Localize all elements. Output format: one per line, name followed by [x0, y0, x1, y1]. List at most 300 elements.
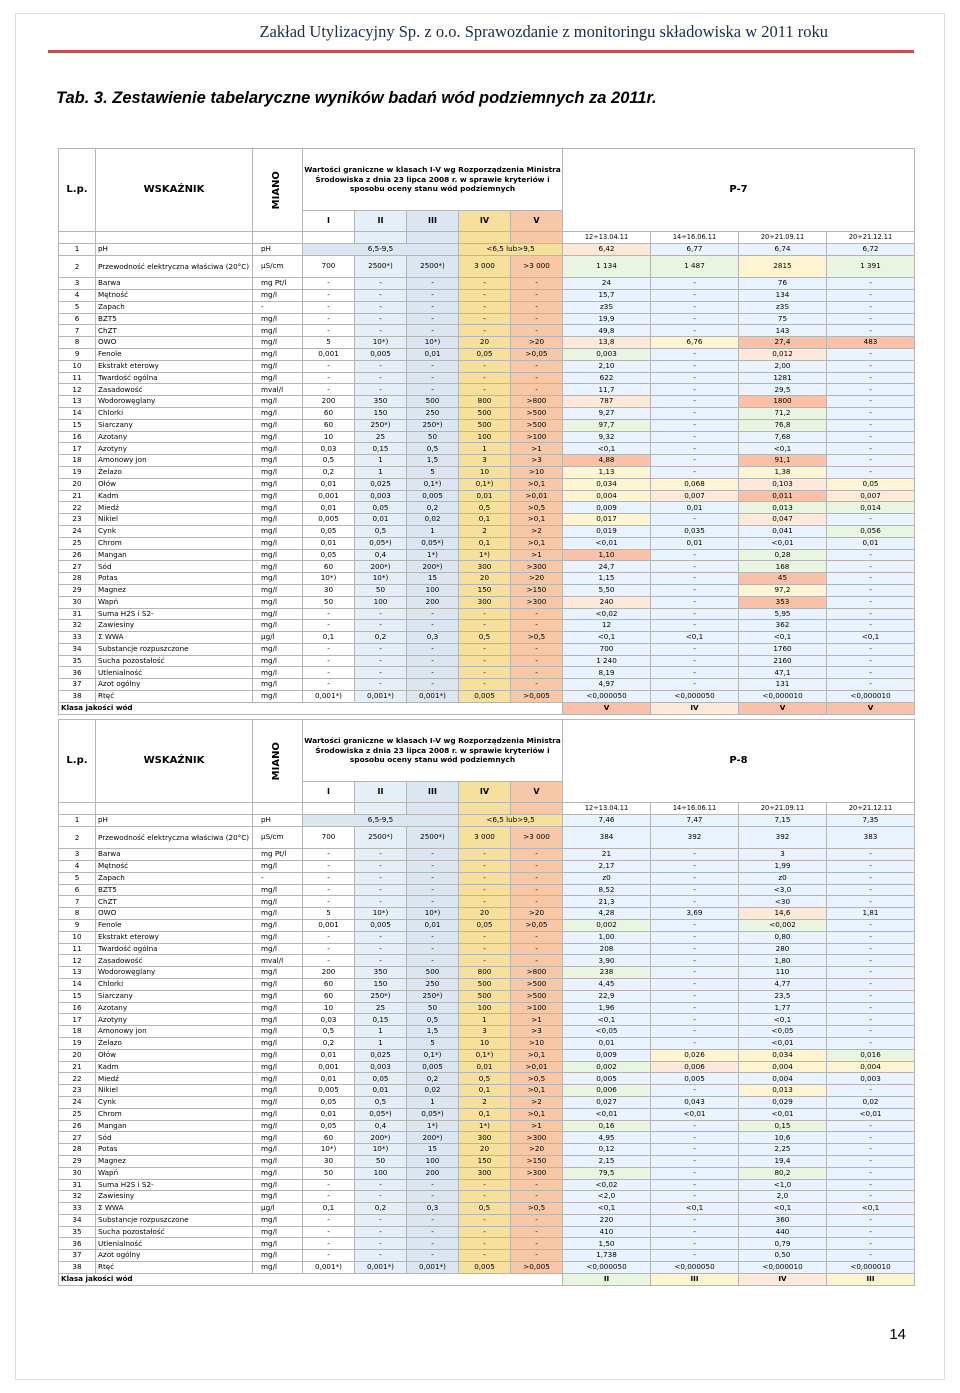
result-value: <0,1	[563, 1014, 651, 1026]
result-value: 0,01	[651, 537, 739, 549]
limit-class-ii: 0,2	[355, 632, 407, 644]
limit-class-v: -	[511, 896, 563, 908]
row-indicator: Azot ogólny	[96, 679, 253, 691]
row-lp: 10	[59, 360, 96, 372]
limit-class-ii: 1	[355, 1037, 407, 1049]
limit-class-iii: 500	[407, 396, 459, 408]
limit-class-iii: 250	[407, 407, 459, 419]
limit-class-iv: 300	[459, 1132, 511, 1144]
limit-class-iv: 1*)	[459, 549, 511, 561]
limit-class-iv: -	[459, 301, 511, 313]
limit-class-iii: 0,5	[407, 1014, 459, 1026]
result-value: 1 134	[563, 255, 651, 278]
result-value: <0,1	[651, 1203, 739, 1215]
result-value: -	[827, 1238, 915, 1250]
limit-class-i: 60	[303, 978, 355, 990]
result-value: 0,05	[827, 478, 915, 490]
result-value: -	[651, 372, 739, 384]
blank-cell	[59, 232, 96, 244]
result-value: <0,000010	[827, 691, 915, 703]
table-row	[59, 1144, 915, 1156]
limit-class-iv-v: <6,5 lub>9,5	[459, 243, 563, 255]
result-value: -	[827, 549, 915, 561]
table-row	[59, 278, 915, 290]
row-lp: 38	[59, 1262, 96, 1274]
result-value: 0,047	[739, 514, 827, 526]
limit-class-iii: -	[407, 679, 459, 691]
row-unit: mval/l	[253, 955, 303, 967]
limit-class-iv: 20	[459, 1144, 511, 1156]
limit-class-iv: 0,1*)	[459, 478, 511, 490]
sampling-date: 20÷21.09.11	[739, 232, 827, 244]
limit-class-iii: -	[407, 896, 459, 908]
row-unit: mg/l	[253, 1214, 303, 1226]
row-lp: 23	[59, 514, 96, 526]
limit-class-iii: 0,5	[407, 443, 459, 455]
result-value: -	[651, 549, 739, 561]
limit-class-iv: 1	[459, 1014, 511, 1026]
limit-class-v: >0,1	[511, 1108, 563, 1120]
result-value: -	[651, 313, 739, 325]
row-indicator: BZT5	[96, 313, 253, 325]
table-row	[59, 1262, 915, 1274]
row-unit: mg/l	[253, 596, 303, 608]
result-value: -	[651, 596, 739, 608]
result-value: <0,1	[651, 632, 739, 644]
limit-class-i: 700	[303, 826, 355, 849]
row-lp: 6	[59, 884, 96, 896]
table-row	[59, 1214, 915, 1226]
result-value: -	[651, 455, 739, 467]
result-value: 0,026	[651, 1049, 739, 1061]
result-value: -	[827, 348, 915, 360]
limit-class-iv: 10	[459, 1037, 511, 1049]
row-unit: mg/l	[253, 1191, 303, 1203]
table-row	[59, 860, 915, 872]
table-row	[59, 372, 915, 384]
header-class-iii: III	[407, 210, 459, 231]
header-lp: L.p.	[59, 149, 96, 232]
table-row	[59, 466, 915, 478]
result-value: -	[651, 584, 739, 596]
result-value: 6,77	[651, 243, 739, 255]
result-value: 1,738	[563, 1250, 651, 1262]
row-lp: 30	[59, 596, 96, 608]
result-value: 1 391	[827, 255, 915, 278]
result-value: -	[827, 372, 915, 384]
limit-class-i: 0,2	[303, 1037, 355, 1049]
row-unit: mval/l	[253, 384, 303, 396]
header-unit-text: MIANO	[271, 170, 283, 210]
row-lp: 19	[59, 1037, 96, 1049]
limit-class-iii: 2500*)	[407, 826, 459, 849]
limit-class-ii: 250*)	[355, 419, 407, 431]
limit-class-iii: 0,2	[407, 1073, 459, 1085]
result-value: 0,011	[739, 490, 827, 502]
result-value: <0,1	[739, 1203, 827, 1215]
limit-class-i: -	[303, 849, 355, 861]
result-value: -	[827, 384, 915, 396]
result-value: <0,1	[827, 632, 915, 644]
result-value: 1,15	[563, 573, 651, 585]
limit-class-iv: -	[459, 1179, 511, 1191]
limit-class-i: 10*)	[303, 1144, 355, 1156]
limit-class-ii: 2500*)	[355, 255, 407, 278]
result-value: 49,8	[563, 325, 651, 337]
limit-class-v: >100	[511, 1002, 563, 1014]
row-indicator: Sucha pozostałość	[96, 1226, 253, 1238]
row-unit: mg/l	[253, 431, 303, 443]
row-indicator: Miedź	[96, 502, 253, 514]
limit-class-ii: 0,05	[355, 502, 407, 514]
result-value: <0,1	[563, 632, 651, 644]
result-value: -	[651, 919, 739, 931]
result-value: 1,77	[739, 1002, 827, 1014]
limit-class-i: 30	[303, 1155, 355, 1167]
limit-class-i: -	[303, 643, 355, 655]
result-value: 0,005	[563, 1073, 651, 1085]
result-value: 7,46	[563, 814, 651, 826]
limit-class-iv: -	[459, 872, 511, 884]
row-lp: 27	[59, 561, 96, 573]
row-unit: mg/l	[253, 1120, 303, 1132]
limit-class-ii: -	[355, 1238, 407, 1250]
row-unit: mg/l	[253, 1108, 303, 1120]
table-row	[59, 407, 915, 419]
result-value: 2,15	[563, 1155, 651, 1167]
result-value: -	[827, 679, 915, 691]
result-value: 0,027	[563, 1096, 651, 1108]
row-lp: 2	[59, 826, 96, 849]
header-indicator: WSKAŹNIK	[96, 149, 253, 232]
limit-class-v: -	[511, 372, 563, 384]
limit-class-iv: -	[459, 1226, 511, 1238]
limit-class-iv: 20	[459, 337, 511, 349]
row-lp: 10	[59, 931, 96, 943]
result-value: -	[651, 990, 739, 1002]
row-unit: mg/l	[253, 1155, 303, 1167]
table-row	[59, 348, 915, 360]
result-value: -	[651, 1002, 739, 1014]
result-value: 0,01	[827, 537, 915, 549]
limit-class-iv: 800	[459, 396, 511, 408]
row-unit: mg/l	[253, 1026, 303, 1038]
limit-class-iii: 500	[407, 967, 459, 979]
limit-class-i: -	[303, 1214, 355, 1226]
limit-class-v: -	[511, 384, 563, 396]
result-value: 1,81	[827, 908, 915, 920]
limit-class-iv: -	[459, 289, 511, 301]
result-value: 76	[739, 278, 827, 290]
result-value: -	[827, 1167, 915, 1179]
table-row	[59, 502, 915, 514]
result-value: 0,12	[563, 1144, 651, 1156]
result-value: 80,2	[739, 1167, 827, 1179]
row-unit: µS/cm	[253, 826, 303, 849]
row-unit: mg/l	[253, 978, 303, 990]
result-value: <0,05	[563, 1026, 651, 1038]
limit-class-ii: -	[355, 943, 407, 955]
limit-class-v: >20	[511, 337, 563, 349]
result-value: -	[651, 849, 739, 861]
limit-class-iv: 800	[459, 967, 511, 979]
limit-class-v: -	[511, 679, 563, 691]
row-unit: mg/l	[253, 620, 303, 632]
row-indicator: Żelazo	[96, 466, 253, 478]
result-value: 2,00	[739, 360, 827, 372]
result-value: 383	[827, 826, 915, 849]
result-value: -	[827, 884, 915, 896]
table-row	[59, 243, 915, 255]
quality-class-value: IV	[651, 702, 739, 714]
row-indicator: Chlorki	[96, 407, 253, 419]
row-unit: mg/l	[253, 289, 303, 301]
result-value: -	[827, 1037, 915, 1049]
row-indicator: Żelazo	[96, 1037, 253, 1049]
quality-class-value: V	[563, 702, 651, 714]
limit-class-v: -	[511, 278, 563, 290]
limit-class-v: >300	[511, 596, 563, 608]
limit-class-iii: 0,005	[407, 490, 459, 502]
table-row	[59, 1096, 915, 1108]
row-lp: 5	[59, 301, 96, 313]
table-row	[59, 908, 915, 920]
header-rule	[48, 50, 914, 53]
result-value: 168	[739, 561, 827, 573]
limit-class-ii: -	[355, 608, 407, 620]
table-row	[59, 620, 915, 632]
result-value: 6,76	[651, 337, 739, 349]
result-value: 8,52	[563, 884, 651, 896]
limit-class-v: -	[511, 860, 563, 872]
limit-class-ii: 350	[355, 967, 407, 979]
row-lp: 14	[59, 407, 96, 419]
limit-class-iii: 200	[407, 1167, 459, 1179]
limit-class-v: -	[511, 1191, 563, 1203]
row-unit: mg/l	[253, 931, 303, 943]
limit-class-i: 60	[303, 561, 355, 573]
blank-cell	[355, 803, 407, 815]
row-lp: 4	[59, 860, 96, 872]
result-value: 1281	[739, 372, 827, 384]
row-lp: 26	[59, 1120, 96, 1132]
result-value: -	[827, 655, 915, 667]
result-value: 24	[563, 278, 651, 290]
limit-class-v: -	[511, 643, 563, 655]
result-value: -	[827, 1155, 915, 1167]
result-value: -	[827, 872, 915, 884]
result-value: -	[651, 514, 739, 526]
table-row	[59, 384, 915, 396]
limit-class-i: 30	[303, 584, 355, 596]
blank-cell	[459, 803, 511, 815]
row-lp: 15	[59, 990, 96, 1002]
result-value: 622	[563, 372, 651, 384]
limit-class-iv: 10	[459, 466, 511, 478]
result-value: -	[827, 1132, 915, 1144]
result-value: 4,28	[563, 908, 651, 920]
result-value: -	[827, 896, 915, 908]
limit-class-v: >0,5	[511, 502, 563, 514]
limit-class-v: -	[511, 931, 563, 943]
row-indicator: Potas	[96, 1144, 253, 1156]
limit-class-iii: 0,05*)	[407, 537, 459, 549]
row-unit: mg/l	[253, 1132, 303, 1144]
result-value: -	[827, 1026, 915, 1038]
limit-class-v: >0,05	[511, 919, 563, 931]
result-value: 0,103	[739, 478, 827, 490]
result-value: -	[827, 419, 915, 431]
row-lp: 28	[59, 573, 96, 585]
row-unit: mg/l	[253, 919, 303, 931]
limit-class-i: -	[303, 1191, 355, 1203]
result-value: <0,01	[651, 1108, 739, 1120]
result-value: <0,01	[563, 1108, 651, 1120]
limit-class-v: >0,005	[511, 691, 563, 703]
result-value: <0,05	[739, 1026, 827, 1038]
row-indicator: Ekstrakt eterowy	[96, 360, 253, 372]
limit-class-i: 0,001	[303, 919, 355, 931]
row-unit: -	[253, 872, 303, 884]
result-value: -	[827, 313, 915, 325]
limit-class-i: 0,001	[303, 348, 355, 360]
row-lp: 25	[59, 1108, 96, 1120]
limit-class-v: >0,005	[511, 1262, 563, 1274]
result-value: -	[651, 431, 739, 443]
limit-class-iii: 0,001*)	[407, 1262, 459, 1274]
limit-class-ii: -	[355, 667, 407, 679]
limit-class-iv: 100	[459, 1002, 511, 1014]
limit-class-v: >0,5	[511, 1073, 563, 1085]
result-value: 0,034	[563, 478, 651, 490]
row-indicator: Przewodność elektryczna właściwa (20°C)	[96, 826, 253, 849]
result-value: 2815	[739, 255, 827, 278]
limit-class-iv: -	[459, 278, 511, 290]
row-indicator: Barwa	[96, 849, 253, 861]
sampling-date: 20÷21.12.11	[827, 803, 915, 815]
limit-class-i: -	[303, 931, 355, 943]
limit-class-ii: -	[355, 849, 407, 861]
limit-class-iv: 2	[459, 1096, 511, 1108]
result-value: -	[827, 620, 915, 632]
limit-class-ii: 10*)	[355, 337, 407, 349]
row-unit: mg/l	[253, 490, 303, 502]
row-indicator: Rtęć	[96, 691, 253, 703]
row-indicator: BZT5	[96, 884, 253, 896]
table-row	[59, 537, 915, 549]
table-row	[59, 1061, 915, 1073]
row-unit: pH	[253, 814, 303, 826]
table-row	[59, 443, 915, 455]
header-row	[59, 149, 915, 211]
result-value: -	[651, 289, 739, 301]
result-value: 1,00	[563, 931, 651, 943]
result-value: <0,01	[739, 1037, 827, 1049]
limit-class-i: 0,05	[303, 549, 355, 561]
limit-class-iv: -	[459, 667, 511, 679]
table-row	[59, 990, 915, 1002]
result-value: 97,7	[563, 419, 651, 431]
limit-class-iv: 0,5	[459, 1073, 511, 1085]
row-lp: 21	[59, 490, 96, 502]
limit-class-iii: 2500*)	[407, 255, 459, 278]
table-row	[59, 849, 915, 861]
result-value: -	[651, 667, 739, 679]
result-value: -	[827, 443, 915, 455]
dates-row	[59, 803, 915, 815]
table-row	[59, 396, 915, 408]
limit-class-v: -	[511, 1250, 563, 1262]
result-value: 19,9	[563, 313, 651, 325]
table-row	[59, 596, 915, 608]
row-unit: mg/l	[253, 943, 303, 955]
result-value: z0	[739, 872, 827, 884]
limit-class-ii: 25	[355, 1002, 407, 1014]
row-unit: mg/l	[253, 525, 303, 537]
row-lp: 9	[59, 348, 96, 360]
limit-class-i: 0,001*)	[303, 691, 355, 703]
row-lp: 18	[59, 1026, 96, 1038]
table-row	[59, 301, 915, 313]
row-lp: 31	[59, 608, 96, 620]
limit-class-v: -	[511, 360, 563, 372]
limit-class-i: 0,05	[303, 1096, 355, 1108]
row-unit: mg/l	[253, 1250, 303, 1262]
table-row	[59, 1002, 915, 1014]
limit-class-ii: -	[355, 955, 407, 967]
limit-class-i: 60	[303, 419, 355, 431]
limit-class-iii: 0,3	[407, 632, 459, 644]
row-lp: 4	[59, 289, 96, 301]
limit-class-iii: 100	[407, 1155, 459, 1167]
limit-class-iv: 0,1	[459, 514, 511, 526]
result-value: <0,002	[739, 919, 827, 931]
table-row	[59, 1238, 915, 1250]
limit-class-i: 0,03	[303, 443, 355, 455]
limit-class-iv: 500	[459, 407, 511, 419]
limit-class-ii: -	[355, 679, 407, 691]
row-unit: mg/l	[253, 396, 303, 408]
result-value: -	[651, 608, 739, 620]
row-unit: mg/l	[253, 1096, 303, 1108]
limit-class-i: -	[303, 372, 355, 384]
result-value: 29,5	[739, 384, 827, 396]
row-indicator: OWO	[96, 337, 253, 349]
result-value: 220	[563, 1214, 651, 1226]
table-row	[59, 632, 915, 644]
table-row	[59, 478, 915, 490]
limit-class-iv: -	[459, 884, 511, 896]
limit-class-i: 0,01	[303, 1108, 355, 1120]
limit-class-i: -	[303, 667, 355, 679]
limit-class-iii: 0,1*)	[407, 1049, 459, 1061]
row-indicator: Wapń	[96, 1167, 253, 1179]
limit-class-iii: -	[407, 872, 459, 884]
row-lp: 14	[59, 978, 96, 990]
result-value: 3,90	[563, 955, 651, 967]
row-indicator: Substancje rozpuszczone	[96, 643, 253, 655]
result-value: 1800	[739, 396, 827, 408]
table-row	[59, 919, 915, 931]
result-value: 0,014	[827, 502, 915, 514]
row-lp: 23	[59, 1085, 96, 1097]
limit-class-iii: -	[407, 1191, 459, 1203]
result-value: 2,0	[739, 1191, 827, 1203]
limit-class-ii: -	[355, 884, 407, 896]
result-value: -	[827, 596, 915, 608]
limit-class-iv: -	[459, 931, 511, 943]
row-unit: mg/l	[253, 466, 303, 478]
